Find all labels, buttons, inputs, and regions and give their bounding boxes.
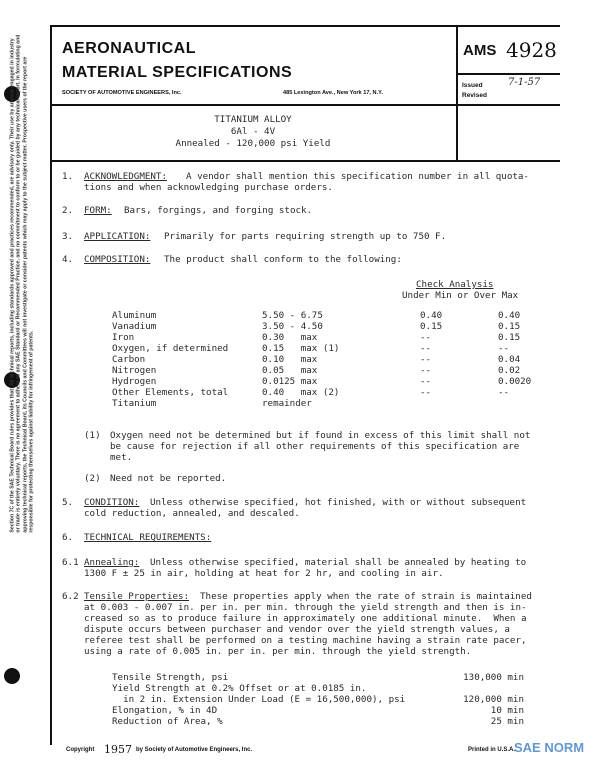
section-1-text-cont: tions and when acknowledging purchase orders.	[84, 182, 333, 193]
section-6-2-text: These properties apply when the rate of strain is maintained	[200, 591, 532, 602]
section-5-number: 5.	[62, 497, 74, 508]
check-over-max: 0.0020	[498, 376, 532, 387]
check-over-max: 0.15	[498, 321, 521, 332]
header-bottom-rule	[50, 104, 560, 106]
section-4-text: The product shall conform to the following:	[164, 254, 402, 265]
subject-line-2: 6Al - 4V	[230, 126, 276, 137]
section-6-1-text: Unless otherwise specified, material shall be annealed by heating to	[150, 557, 527, 568]
composition-row	[112, 343, 558, 354]
element-range: 0.0125 max	[262, 376, 318, 387]
element-range: 0.30 max	[262, 332, 318, 343]
tensile-row	[112, 683, 524, 694]
tensile-value: 10 min	[490, 705, 524, 716]
sae-norm-watermark: SAE NORM	[514, 740, 585, 755]
section-6-1-number: 6.1	[62, 557, 79, 568]
check-under-min: --	[420, 387, 432, 398]
element-range: remainder	[262, 398, 312, 409]
section-5-title: CONDITION:	[84, 497, 140, 508]
composition-row	[112, 310, 558, 321]
copyright-holder: by Society of Automotive Engineers, Inc.	[136, 747, 253, 753]
element-name: Titanium	[112, 398, 157, 409]
check-over-max: 0.04	[498, 354, 521, 365]
tensile-property: in 2 in. Extension Under Load (E = 16,500,000), psi	[112, 694, 406, 705]
check-under-min: 0.40	[420, 310, 443, 321]
composition-row	[112, 376, 558, 387]
tensile-table	[112, 672, 524, 727]
check-over-max: 0.15	[498, 332, 521, 343]
section-4-title: COMPOSITION:	[84, 254, 151, 265]
society-address: 485 Lexington Ave., New York 17, N.Y.	[283, 90, 383, 96]
revised-label: Revised	[462, 92, 487, 99]
section-1-text: A vendor shall mention this specification number in all quota-	[186, 171, 529, 182]
composition-table	[112, 310, 558, 409]
section-6-2-number: 6.2	[62, 591, 79, 602]
ams-box-left	[456, 25, 458, 106]
punch-hole-bottom	[4, 668, 20, 684]
section-6-number: 6.	[62, 532, 74, 543]
section-3-number: 3.	[62, 231, 74, 242]
side-disclaimer: Section 7C of the SAE Technical Board rules provides that: All technical reports, including standards approved and practices recommended, are advisory only. Their use by anyone engaged in industry or trade is entirely voluntary. There is no agreement to adhere to any SAE Standard or Recommended Practice, and no commitment to conform to or be guided by any technical report. In formulating and approving technical reports, the Technical Board, its Councils and Committees will not investigate or consider patents which may apply to the subject matter. Prospective users of the report are responsible for protecting themselves against liability for infringement of patents.	[9, 34, 35, 533]
composition-row	[112, 387, 558, 398]
issued-label: Issued	[462, 82, 483, 89]
section-2-number: 2.	[62, 205, 74, 216]
section-6-2-title: Tensile Properties:	[84, 591, 190, 602]
element-name: Aluminum	[112, 310, 157, 321]
element-range: 0.40 max (2)	[262, 387, 340, 398]
society-name: SOCIETY OF AUTOMOTIVE ENGINEERS, Inc.	[62, 90, 182, 96]
tensile-property: Yield Strength at 0.2% Offset or at 0.0185 in.	[112, 683, 367, 694]
element-name: Hydrogen	[112, 376, 157, 387]
element-name: Carbon	[112, 354, 146, 365]
section-6-2-text-f: using a rate of 0.005 in. per in. per min. through the yield strength.	[84, 646, 472, 657]
issued-date: 7-1-57	[508, 77, 541, 88]
section-6-2-text-d: dispute occurs between purchaser and vendor over the yield strength values, a	[84, 624, 510, 635]
element-range: 0.15 max (1)	[262, 343, 340, 354]
element-range: 0.10 max	[262, 354, 318, 365]
note-2-number: (2)	[84, 473, 101, 484]
check-over-max: --	[498, 387, 510, 398]
check-analysis-heading: Check Analysis	[416, 279, 494, 290]
element-range: 0.05 max	[262, 365, 318, 376]
check-over-max	[490, 398, 558, 409]
check-over-max: --	[498, 343, 510, 354]
section-6-2-text-b: at 0.003 - 0.007 in. per in. per min. through the yield strength and then is in-	[84, 602, 527, 613]
ams-label: AMS	[463, 42, 497, 59]
section-6-1-title: Annealing:	[84, 557, 140, 568]
title-line-1: AERONAUTICAL	[62, 40, 196, 57]
element-range: 3.50 - 4.50	[262, 321, 323, 332]
section-3-title: APPLICATION:	[84, 231, 151, 242]
element-name: Nitrogen	[112, 365, 157, 376]
tensile-property: Elongation, % in 4D	[112, 705, 218, 716]
note-1-text-cont: be cause for rejection if all other requirements of this specification are	[110, 441, 520, 452]
note-1-number: (1)	[84, 430, 101, 441]
tensile-row	[112, 672, 524, 683]
title-line-2: MATERIAL SPECIFICATIONS	[62, 64, 293, 81]
section-3-text: Primarily for parts requiring strength up to 750 F.	[164, 231, 447, 242]
tensile-value: 25 min	[490, 716, 524, 727]
section-2-text: Bars, forgings, and forging stock.	[124, 205, 313, 216]
note-2-text: Need not be reported.	[110, 473, 227, 484]
composition-row	[112, 354, 558, 365]
check-under-min: --	[420, 376, 432, 387]
tensile-value: 120,000 min	[463, 694, 524, 705]
subject-box-left	[456, 104, 458, 161]
element-name: Vanadium	[112, 321, 157, 332]
section-4-number: 4.	[62, 254, 74, 265]
tensile-value: 130,000 min	[463, 672, 524, 683]
tensile-row	[112, 716, 524, 727]
check-under-min: --	[420, 343, 432, 354]
element-range: 5.50 - 6.75	[262, 310, 323, 321]
tensile-value	[452, 683, 524, 694]
subject-bottom-rule	[50, 160, 560, 162]
copyright-year: 1957	[104, 743, 132, 756]
printed-in: Printed in U.S.A.	[468, 747, 516, 753]
check-under-min	[412, 398, 490, 409]
section-6-title: TECHNICAL REQUIREMENTS:	[84, 532, 212, 543]
composition-row	[112, 321, 558, 332]
ams-number: 4928	[506, 38, 557, 62]
check-under-min: 0.15	[420, 321, 443, 332]
check-under-min: --	[420, 354, 432, 365]
copyright-prefix: Copyright	[66, 747, 95, 753]
element-name: Other Elements, total	[112, 387, 229, 398]
check-over-max: 0.40	[498, 310, 521, 321]
section-2-title: FORM:	[84, 205, 112, 216]
section-6-2-text-c: creased so as to produce failure in approximately one additional minute. When a	[84, 613, 527, 624]
section-5-text-cont: cold reduction, annealed, and descaled.	[84, 508, 300, 519]
check-analysis-columns: Under Min or Over Max	[402, 290, 519, 301]
composition-row	[112, 398, 558, 409]
section-1-title: ACKNOWLEDGMENT:	[84, 171, 167, 182]
element-name: Iron	[112, 332, 135, 343]
note-1-text: Oxygen need not be determined but if found in excess of this limit shall not	[110, 430, 531, 441]
composition-row	[112, 332, 558, 343]
section-6-1-text-cont: 1300 F ± 25 in air, holding at heat for 2 hr, and cooling in air.	[84, 568, 444, 579]
ams-box-divider	[456, 73, 560, 75]
check-under-min: --	[420, 332, 432, 343]
tensile-row	[112, 694, 524, 705]
note-1-text-end: met.	[110, 452, 133, 463]
section-1-number: 1.	[62, 171, 74, 182]
tensile-property: Tensile Strength, psi	[112, 672, 229, 683]
subject-line-3: Annealed - 120,000 psi Yield	[175, 138, 331, 149]
section-6-2-text-e: referee test shall be performed on a testing machine having a strain rate pacer,	[84, 635, 527, 646]
tensile-row	[112, 705, 524, 716]
check-under-min: --	[420, 365, 432, 376]
element-name: Oxygen, if determined	[112, 343, 229, 354]
check-over-max: 0.02	[498, 365, 521, 376]
top-border	[50, 25, 560, 27]
composition-row	[112, 365, 558, 376]
tensile-property: Reduction of Area, %	[112, 716, 223, 727]
subject-line-1: TITANIUM ALLOY	[214, 114, 292, 125]
section-5-text: Unless otherwise specified, hot finished, with or without subsequent	[150, 497, 527, 508]
